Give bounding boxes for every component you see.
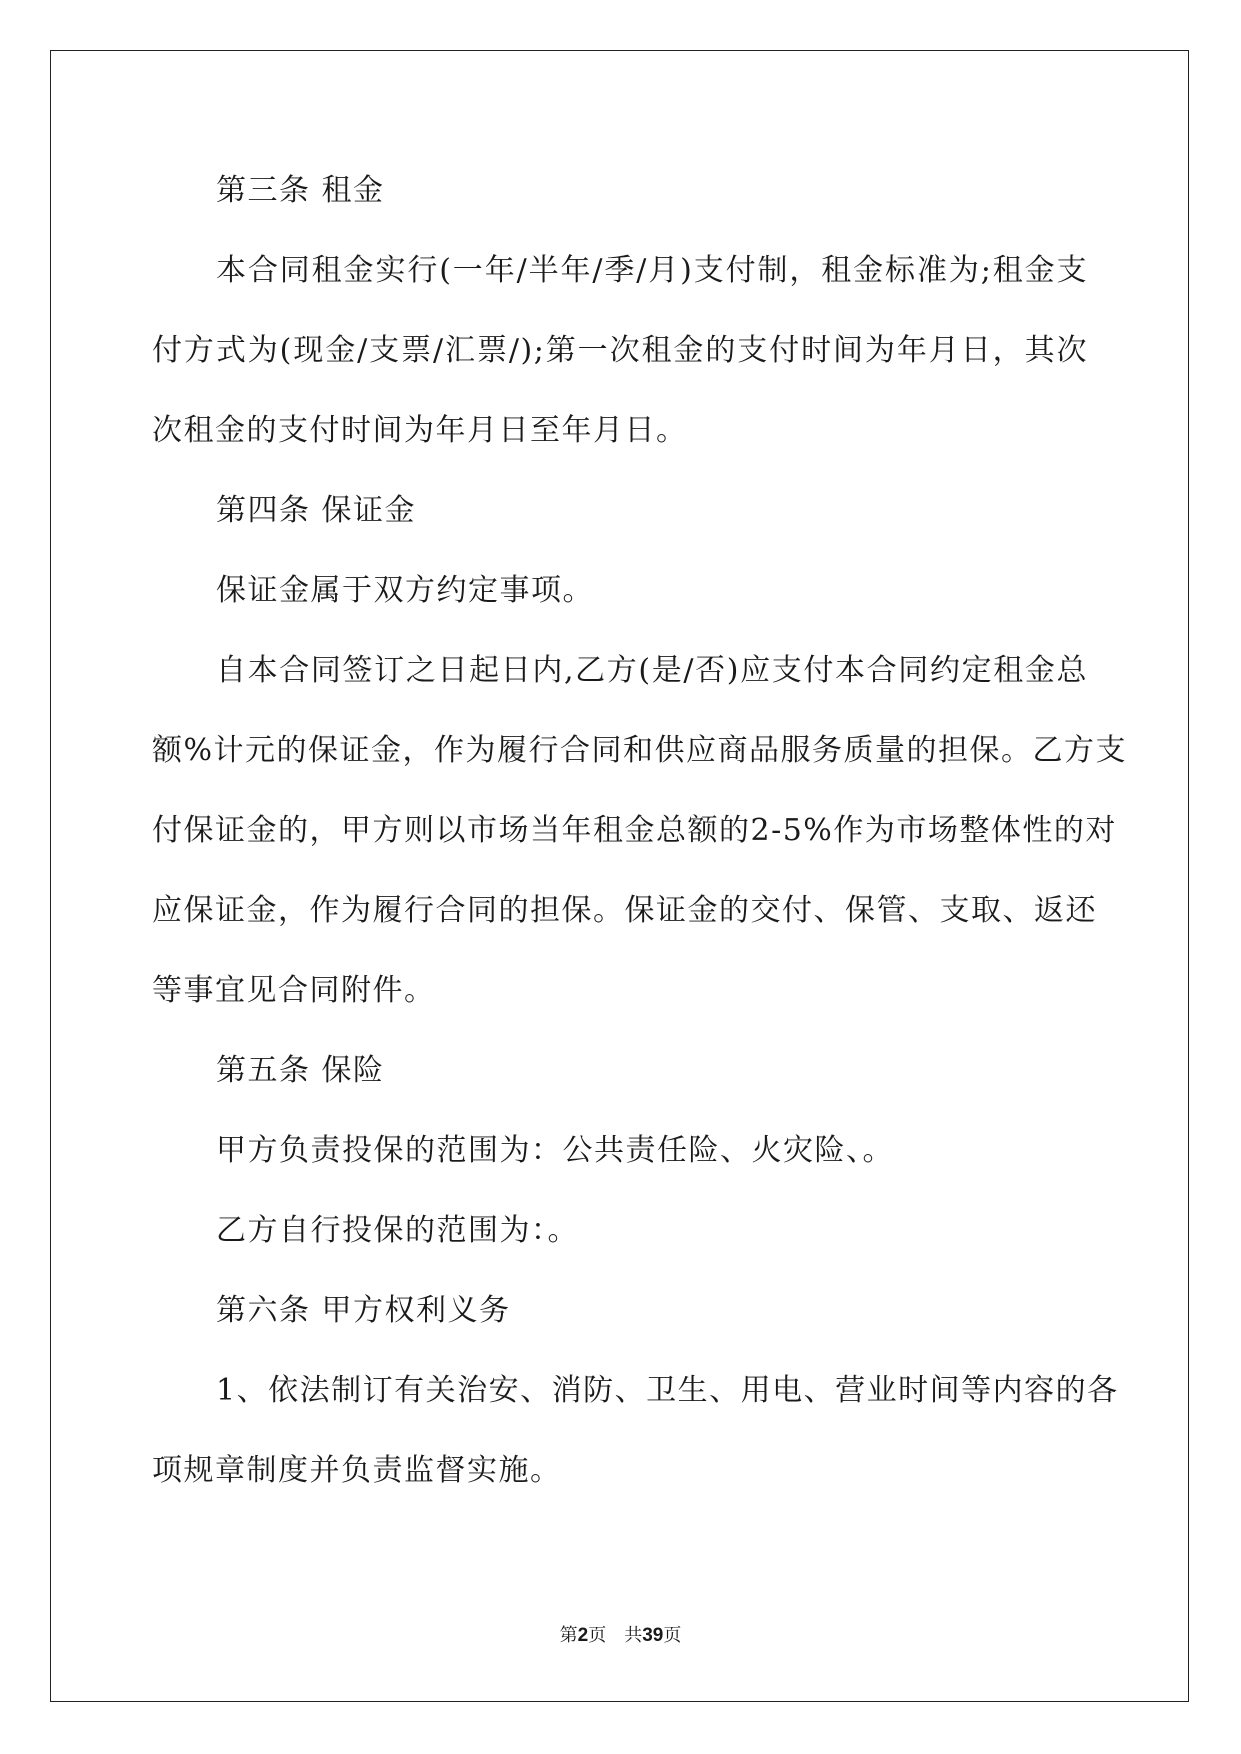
section-heading: 第六条 甲方权利义务 bbox=[216, 1293, 511, 1328]
page-footer bbox=[0, 1621, 1241, 1647]
section-heading: 第五条 保险 bbox=[216, 1053, 385, 1088]
paragraph-line: 付方式为(现金/支票/汇票/);第一次租金的支付时间为年月日，其次 bbox=[152, 333, 1088, 368]
paragraph-line: 保证金属于双方约定事项。 bbox=[216, 573, 594, 608]
paragraph-line: 乙方自行投保的范围为：。 bbox=[216, 1213, 579, 1248]
section-heading: 第四条 保证金 bbox=[216, 493, 417, 528]
page-suffix: 页 bbox=[588, 1625, 607, 1646]
total-suffix: 页 bbox=[663, 1625, 682, 1646]
section-heading: 第三条 租金 bbox=[216, 173, 385, 208]
total-pages: 39 bbox=[642, 1625, 664, 1646]
page-number: 2 bbox=[577, 1625, 589, 1646]
paragraph-line: 等事宜见合同附件。 bbox=[152, 973, 436, 1008]
paragraph-line: 应保证金，作为履行合同的担保。保证金的交付、保管、支取、返还 bbox=[152, 893, 1097, 928]
paragraph-line: 次租金的支付时间为年月日至年月日。 bbox=[152, 413, 688, 448]
paragraph-line: 本合同租金实行(一年/半年/季/月)支付制，租金标准为;租金支 bbox=[216, 253, 1088, 288]
paragraph-line: 付保证金的，甲方则以市场当年租金总额的2-5%作为市场整体性的对 bbox=[152, 813, 1117, 848]
total-prefix: 共 bbox=[624, 1625, 643, 1646]
page-prefix: 第 bbox=[559, 1625, 578, 1646]
paragraph-line: 1、依法制订有关治安、消防、卫生、用电、营业时间等内容的各 bbox=[216, 1373, 1119, 1408]
paragraph-line: 甲方负责投保的范围为：公共责任险、火灾险、。 bbox=[216, 1133, 894, 1168]
paragraph-line: 额%计元的保证金，作为履行合同和供应商品服务质量的担保。乙方支 bbox=[152, 733, 1128, 768]
document-body bbox=[152, 162, 1128, 1522]
paragraph-line: 自本合同签订之日起日内,乙方(是/否)应支付本合同约定租金总 bbox=[216, 653, 1088, 688]
paragraph-line: 项规章制度并负责监督实施。 bbox=[152, 1453, 562, 1488]
